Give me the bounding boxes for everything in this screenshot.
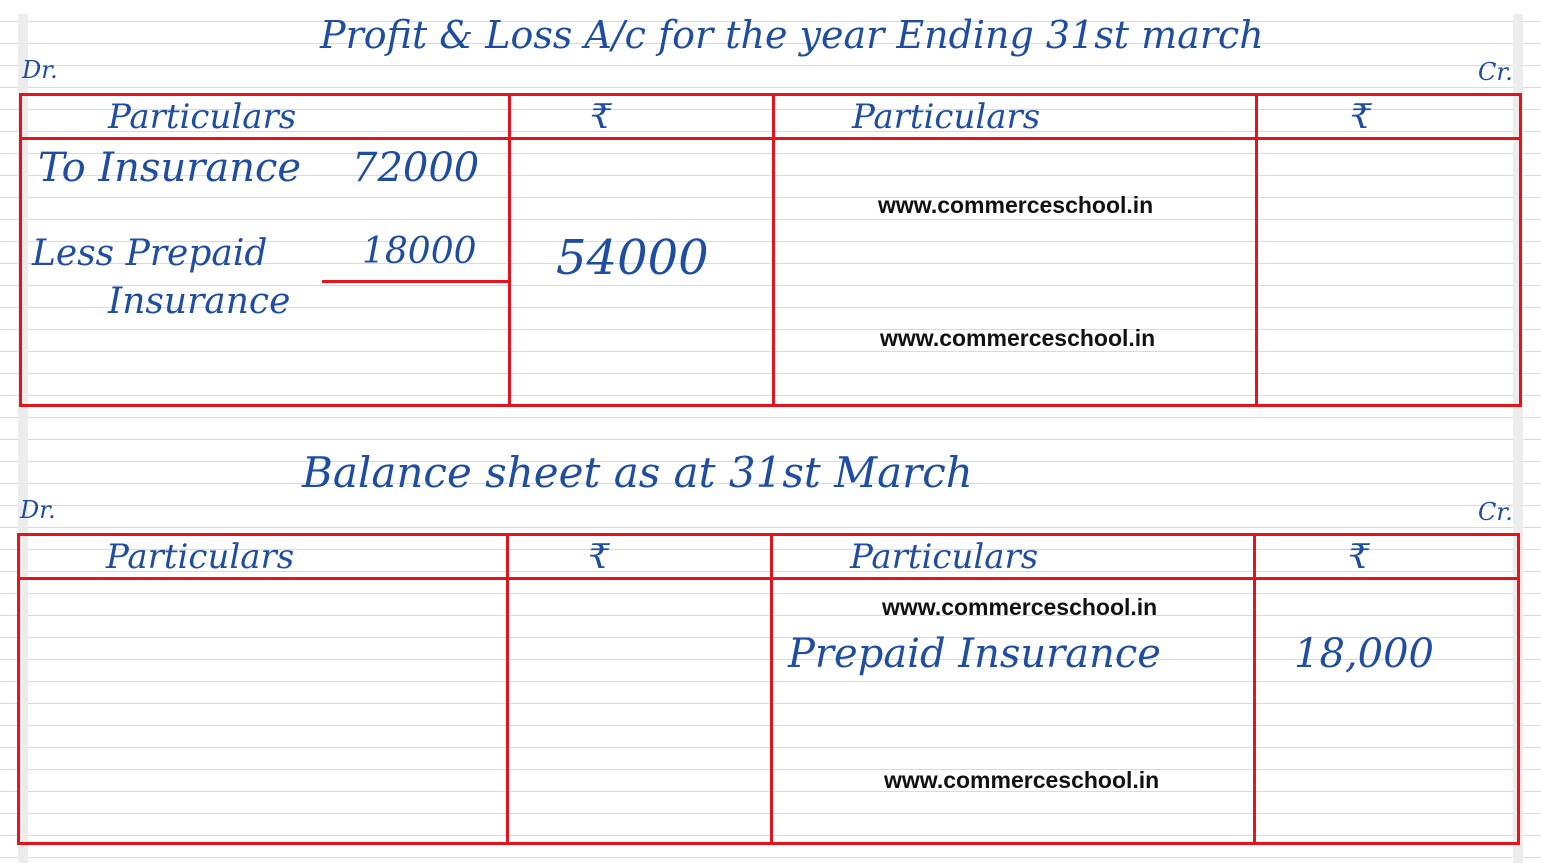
bs-prepaid-insurance-amount: 18,000	[1294, 631, 1434, 677]
pl-less-prepaid-label: Less Prepaid	[32, 233, 268, 274]
bs-col-divider-3	[1253, 536, 1256, 842]
pl-col-divider-3	[1255, 96, 1258, 404]
pl-prepaid-amount: 18000	[362, 231, 477, 272]
pl-dr-label: Dr.	[22, 56, 58, 84]
bs-dr-label: Dr.	[20, 496, 56, 524]
watermark: www.commerceschool.in	[884, 767, 1160, 793]
bs-title: Balance sheet as at 31st March	[302, 448, 973, 497]
pl-cr-label: Cr.	[1478, 58, 1513, 86]
pl-title: Profit & Loss A/c for the year Ending 31st march	[320, 13, 1264, 57]
balance-sheet-table	[17, 533, 1520, 845]
pl-insurance-amount: 72000	[352, 145, 480, 191]
pl-account-table	[19, 93, 1522, 407]
pl-insurance-label: To Insurance	[38, 145, 302, 191]
bs-header-amount-liabilities: ₹	[588, 537, 610, 577]
pl-header-amount-dr: ₹	[590, 97, 612, 137]
pl-prepaid-insurance-label: Insurance	[108, 281, 291, 322]
pl-header-rule	[22, 137, 1519, 140]
watermark: www.commerceschool.in	[882, 594, 1158, 620]
bs-header-particulars-assets: Particulars	[850, 537, 1039, 577]
pl-col-divider-1	[508, 96, 511, 404]
watermark: www.commerceschool.in	[880, 325, 1156, 351]
bs-col-divider-2	[770, 536, 773, 842]
pl-subtraction-rule	[322, 280, 508, 283]
bs-cr-label: Cr.	[1478, 498, 1513, 526]
bs-prepaid-insurance-label: Prepaid Insurance	[788, 631, 1161, 677]
bs-header-rule	[20, 577, 1517, 580]
pl-header-amount-cr: ₹	[1350, 97, 1372, 137]
bs-header-amount-assets: ₹	[1348, 537, 1370, 577]
bs-col-divider-1	[506, 536, 509, 842]
pl-insurance-net-amount: 54000	[556, 230, 709, 286]
bs-header-particulars-liabilities: Particulars	[106, 537, 295, 577]
pl-header-particulars-dr: Particulars	[108, 97, 297, 137]
pl-header-particulars-cr: Particulars	[852, 97, 1041, 137]
pl-col-divider-2	[772, 96, 775, 404]
watermark: www.commerceschool.in	[878, 192, 1154, 218]
